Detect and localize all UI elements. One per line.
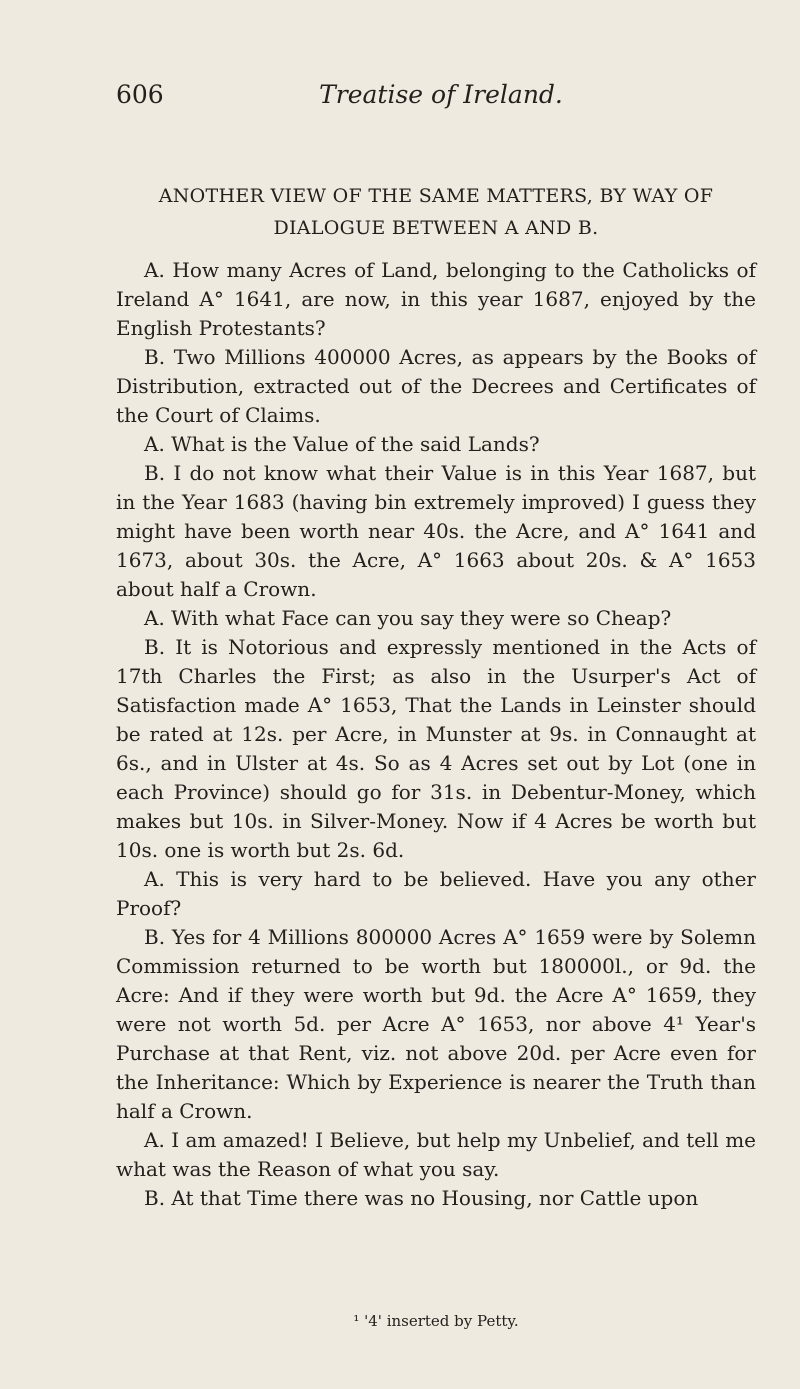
page-number: 606 [116,80,164,109]
paragraph: B. Two Millions 400000 Acres, as appears by the Books of Distribution, extracted out of the Decrees and Certificates of the Court of Claims. [116,345,756,427]
running-head [116,80,756,110]
paragraph: B. It is Notorious and expressly mentioned in the Acts of 17th Charles the First; as also in the Usurper's Act of Satisfaction made A° 1653, That the Lands in Leinster should be rated at 12s. per Acre, in Munster at 9s. in Connaught at 6s., and in Ulster at 4s. So as 4 Acres set out by Lot (one in each Province) should go for 31s. in Debentur-Money, which makes but 10s. in Silver-Money. Now if 4 Acres be worth but 10s. one is worth but 2s. 6d. [116,635,756,862]
footnote: ¹ '4' inserted by Petty. [353,1312,519,1330]
dialogue-body [116,256,756,1213]
paragraph: A. I am amazed! I Believe, but help my Unbelief, and tell me what was the Reason of what you say. [116,1128,756,1181]
paragraph: B. At that Time there was no Housing, nor Cattle upon [144,1186,699,1210]
running-title: Treatise of Ireland. [319,80,563,109]
paragraph: B. I do not know what their Value is in this Year 1687, but in the Year 1683 (having bin extremely improved) I guess they might have been worth near 40s. the Acre, and A° 1641 and 1673, about 30s. the Acre, A° 1663 about 20s. & A° 1653 about half a Crown. [116,461,756,601]
heading-line-1: ANOTHER VIEW OF THE SAME MATTERS, BY WAY OF [158,185,714,207]
paragraph: A. What is the Value of the said Lands? [144,432,540,456]
paragraph: A. This is very hard to be believed. Have you any other Proof? [116,867,756,920]
paragraph: A. How many Acres of Land, belonging to the Catholicks of Ireland A° 1641, are now, in this year 1687, enjoyed by the English Protestants? [116,258,756,340]
heading-line-2: DIALOGUE BETWEEN A AND B. [273,217,599,239]
paragraph: A. With what Face can you say they were so Cheap? [144,606,672,630]
paragraph: B. Yes for 4 Millions 800000 Acres A° 1659 were by Solemn Commission returned to be worth but 180000l., or 9d. the Acre: And if they were worth but 9d. the Acre A° 1659, they were not worth 5d. per Acre A° 1653, nor above 4¹ Year's Purchase at that Rent, viz. not above 20d. per Acre even for the Inheritance: Which by Experience is nearer the Truth than half a Crown. [116,925,756,1123]
section-heading [116,180,756,244]
